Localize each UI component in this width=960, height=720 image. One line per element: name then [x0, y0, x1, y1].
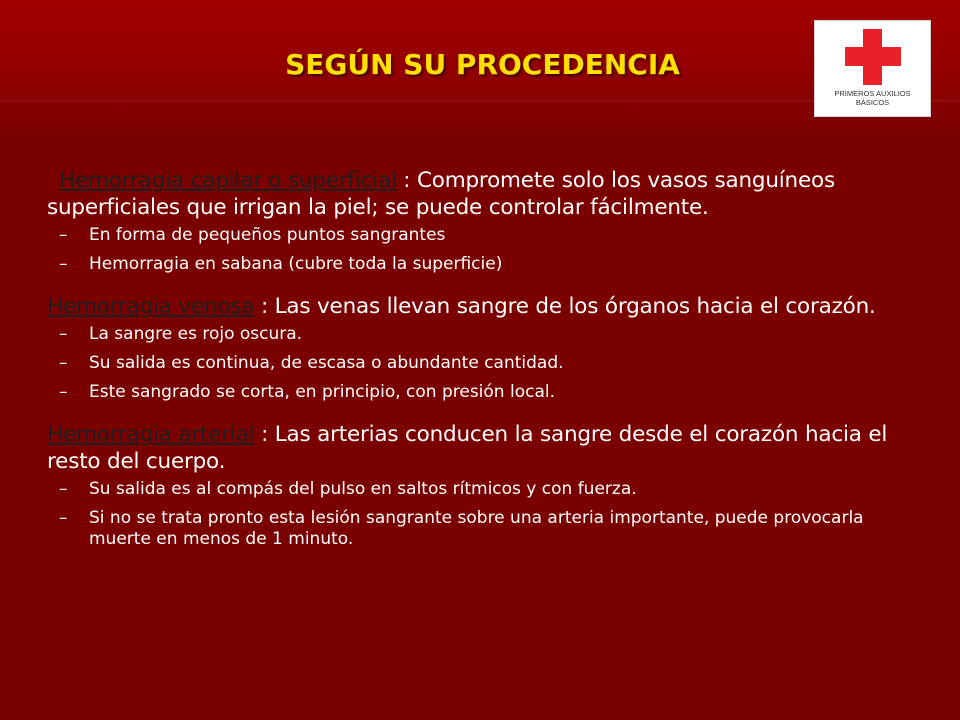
bullet-list	[47, 324, 927, 403]
slide-body	[47, 167, 927, 550]
bullet-text: Su salida es al compás del pulso en saltos rítmicos y con fuerza.	[89, 479, 637, 499]
logo-caption-line-2: BÁSICOS	[855, 98, 890, 107]
bullet-dash: –	[59, 479, 68, 499]
section-arterial	[47, 421, 927, 550]
slide-title: SEGÚN SU PROCEDENCIA	[285, 48, 680, 81]
bullet-text: La sangre es rojo oscura.	[89, 324, 303, 344]
list-item	[47, 225, 927, 246]
term-venosa: Hemorragia venosa	[47, 294, 255, 319]
term-capilar: Hemorragia capilar o superficial	[59, 168, 397, 193]
section-paragraph	[47, 421, 927, 475]
section-paragraph	[47, 167, 927, 221]
term-arterial: Hemorragia arterial	[47, 422, 255, 447]
logo-caption	[815, 89, 930, 107]
description-capilar: : Compromete solo los vasos sanguíneos superficiales que irrigan la piel; se puede controlar fácilmente.	[47, 168, 835, 220]
bullet-list	[47, 225, 927, 275]
list-item	[47, 479, 927, 500]
description-venosa: : Las venas llevan sangre de los órganos hacia el corazón.	[254, 294, 876, 319]
bullet-dash: –	[59, 382, 68, 402]
bullet-dash: –	[59, 254, 68, 274]
list-item	[47, 508, 927, 550]
bullet-list	[47, 479, 927, 550]
bullet-text: En forma de pequeños puntos sangrantes	[89, 225, 446, 245]
bullet-text: Si no se trata pronto esta lesión sangrante sobre una arteria importante, puede provocarla muerte en menos de 1 minuto.	[89, 508, 864, 549]
list-item	[47, 324, 927, 345]
bullet-text: Este sangrado se corta, en principio, con presión local.	[89, 382, 555, 402]
list-item	[47, 382, 927, 403]
section-venosa	[47, 293, 927, 403]
bullet-text: Su salida es continua, de escasa o abundante cantidad.	[89, 353, 564, 373]
bullet-dash: –	[59, 324, 68, 344]
section-paragraph	[47, 293, 927, 320]
bullet-dash: –	[59, 353, 68, 373]
bullet-dash: –	[59, 508, 68, 528]
logo-caption-line-1: PRIMEROS AUXILIOS	[834, 89, 911, 98]
list-item	[47, 254, 927, 275]
description-arterial: : Las arterias conducen la sangre desde el corazón hacia el resto del cuerpo.	[47, 422, 888, 474]
red-cross-icon	[843, 27, 903, 87]
section-capilar	[47, 167, 927, 275]
first-aid-logo	[814, 20, 931, 117]
bullet-dash: –	[59, 225, 68, 245]
bullet-text: Hemorragia en sabana (cubre toda la superficie)	[89, 254, 503, 274]
list-item	[47, 353, 927, 374]
